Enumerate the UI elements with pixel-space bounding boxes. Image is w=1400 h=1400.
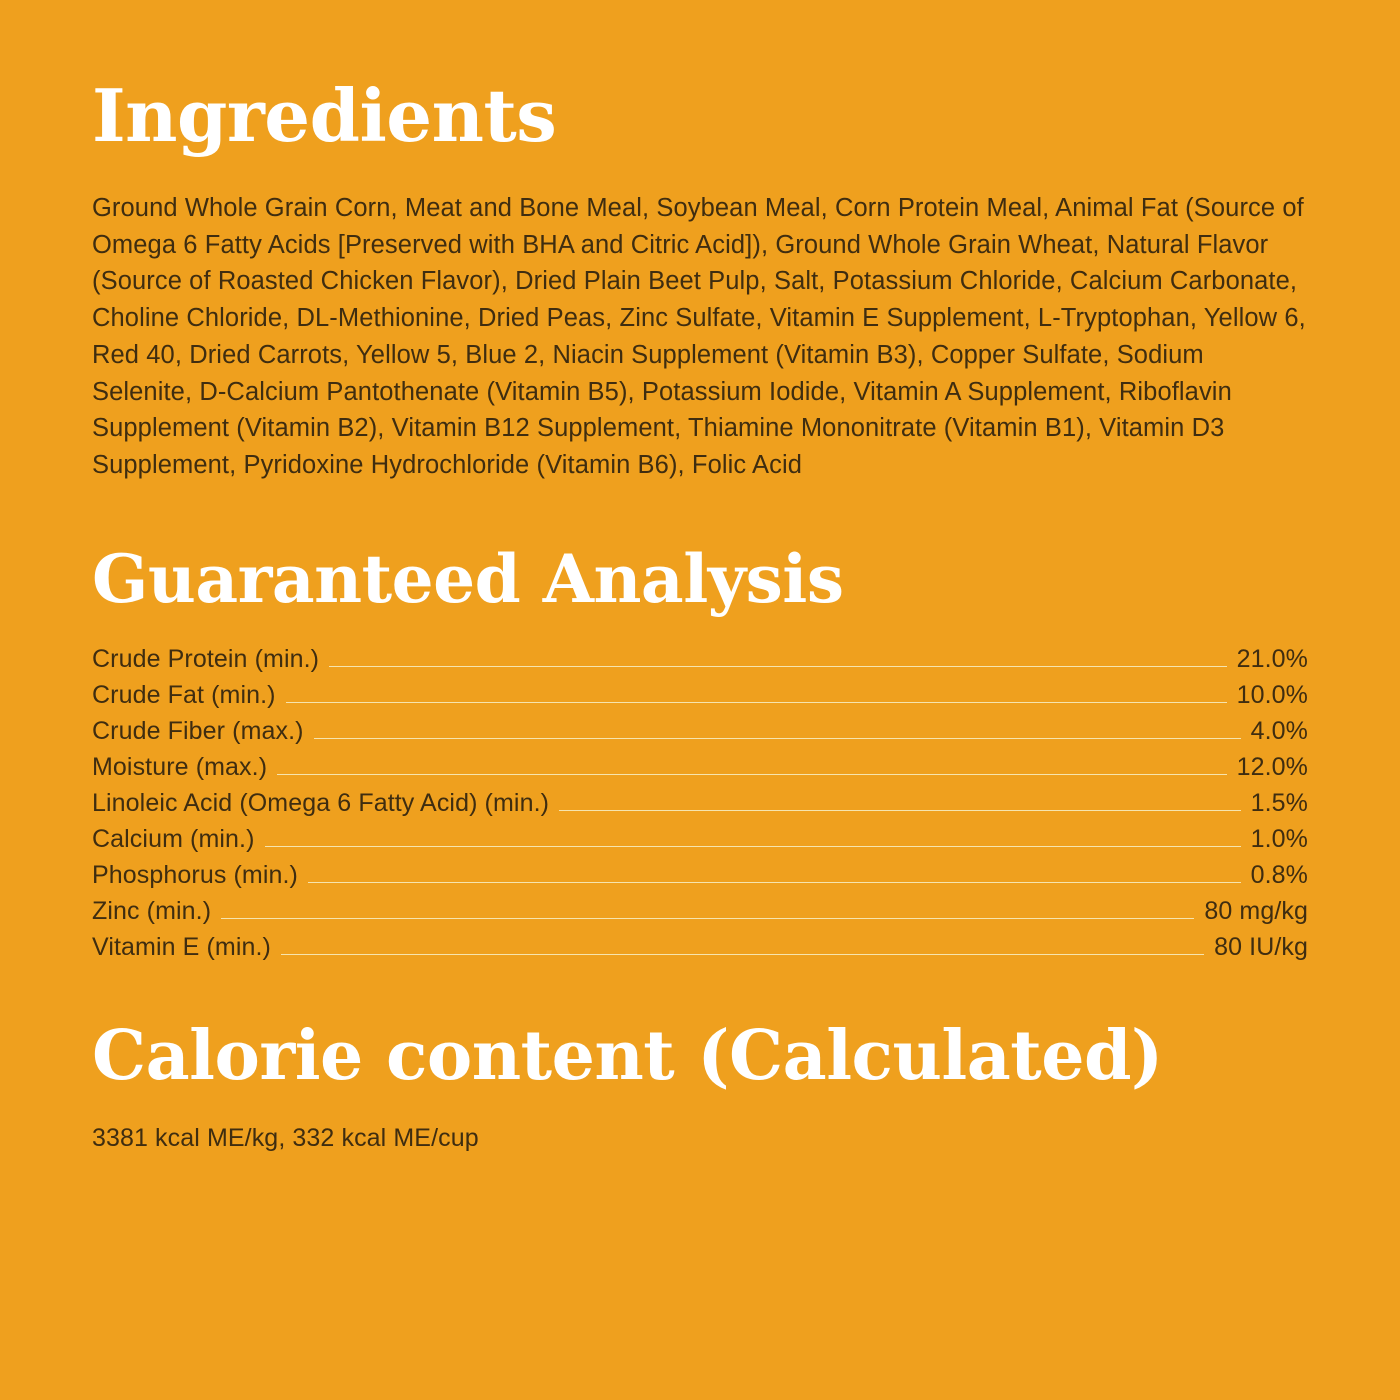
guaranteed-analysis-row — [92, 642, 1308, 678]
nutrient-label: Crude Fiber (max.) — [92, 717, 304, 746]
guaranteed-analysis-row — [92, 786, 1308, 822]
nutrient-label: Vitamin E (min.) — [92, 933, 271, 962]
nutrient-label: Zinc (min.) — [92, 897, 212, 926]
guaranteed-analysis-row — [92, 678, 1308, 714]
guaranteed-analysis-row — [92, 750, 1308, 786]
calorie-content-heading: Calorie content (Calculated) — [92, 1015, 1163, 1096]
nutrient-value: 12.0% — [1236, 753, 1308, 782]
leader-rule — [559, 810, 1241, 811]
nutrient-label: Crude Protein (min.) — [92, 645, 320, 674]
leader-rule — [277, 774, 1226, 775]
nutrient-label: Linoleic Acid (Omega 6 Fatty Acid) (min.) — [92, 789, 550, 818]
nutrient-value: 1.5% — [1250, 789, 1308, 818]
nutrient-value: 10.0% — [1236, 681, 1308, 710]
nutrient-value: 1.0% — [1250, 825, 1308, 854]
nutrient-value: 21.0% — [1236, 645, 1308, 674]
nutrient-label: Crude Fat (min.) — [92, 681, 276, 710]
nutrient-value: 80 mg/kg — [1204, 897, 1308, 926]
ingredients-text: Ground Whole Grain Corn, Meat and Bone Meal, Soybean Meal, Corn Protein Meal, Animal Fat (Source of Omega 6 Fatty Acids [Preserved with BHA and Citric Acid]), Ground Whole Grain Wheat, Natural Flavor (Source of Roasted Chicken Flavor), Dried Plain Beet Pulp, Salt, Potassium Chloride, Calcium Carbonate, Choline Chloride, DL-Methionine, Dried Peas, Zinc Sulfate, Vitamin E Supplement, L-Tryptophan, Yellow 6, Red 40, Dried Carrots, Yellow 5, Blue 2, Niacin Supplement (Vitamin B3), Copper Sulfate, Sodium Selenite, D-Calcium Pantothenate (Vitamin B5), Potassium Iodide, Vitamin A Supplement, Riboflavin Supplement (Vitamin B2), Vitamin B12 Supplement, Thiamine Mononitrate (Vitamin B1), Vitamin D3 Supplement, Pyridoxine Hydrochloride (Vitamin B6), Folic Acid — [92, 194, 1306, 480]
nutrient-value: 4.0% — [1250, 717, 1308, 746]
nutrient-value: 0.8% — [1250, 861, 1308, 890]
nutrient-label: Moisture (max.) — [92, 753, 268, 782]
leader-rule — [308, 882, 1241, 883]
guaranteed-analysis-row — [92, 894, 1308, 930]
leader-rule — [221, 918, 1194, 919]
nutrient-label: Calcium (min.) — [92, 825, 255, 854]
nutrient-label: Phosphorus (min.) — [92, 861, 298, 890]
calorie-content-text: 3381 kcal ME/kg, 332 kcal ME/cup — [92, 1123, 479, 1152]
guaranteed-analysis-row — [92, 930, 1308, 966]
leader-rule — [314, 738, 1241, 739]
leader-rule — [281, 954, 1204, 955]
nutrient-value: 80 IU/kg — [1214, 933, 1308, 962]
guaranteed-analysis-row — [92, 714, 1308, 750]
leader-rule — [265, 846, 1241, 847]
guaranteed-analysis-heading: Guaranteed Analysis — [92, 539, 844, 618]
leader-rule — [329, 666, 1227, 667]
leader-rule — [286, 702, 1227, 703]
guaranteed-analysis-list — [92, 642, 1308, 966]
guaranteed-analysis-row — [92, 822, 1308, 858]
guaranteed-analysis-row — [92, 858, 1308, 894]
ingredients-heading: Ingredients — [92, 73, 557, 158]
